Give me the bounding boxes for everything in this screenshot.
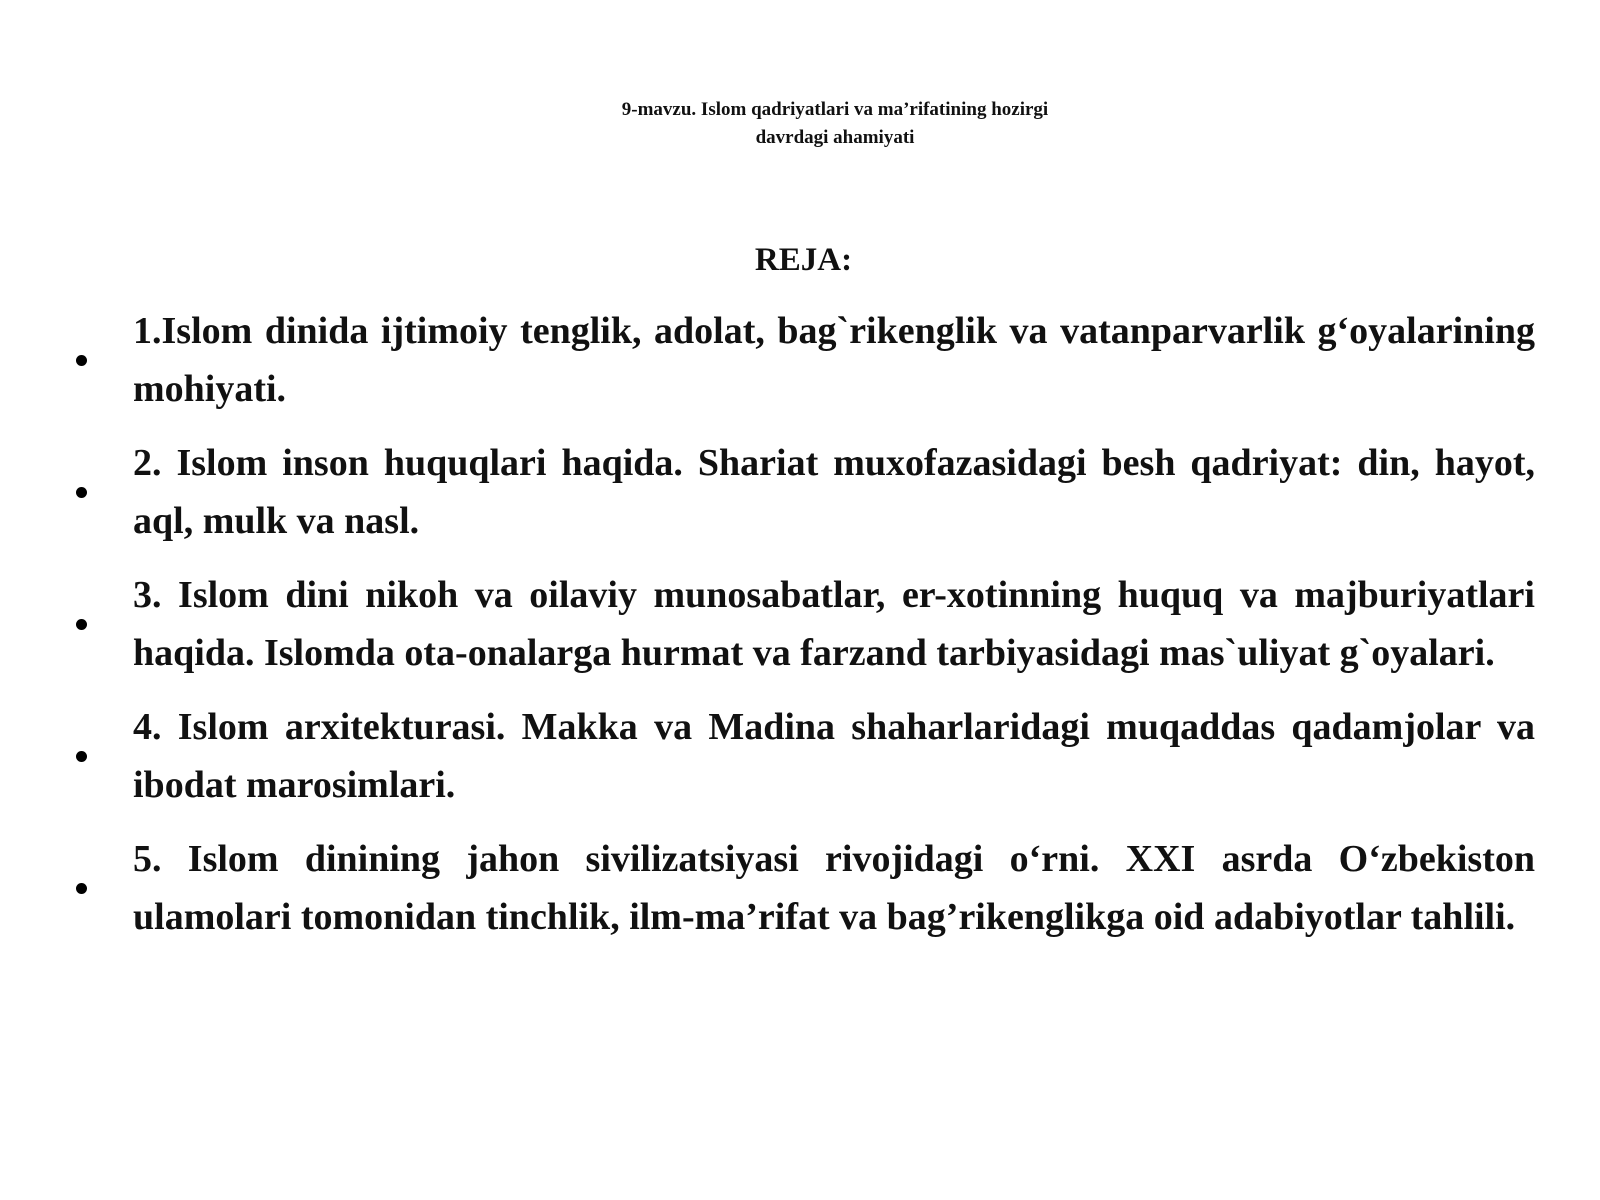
page-title-line-2: davrdagi ahamiyati <box>755 127 915 148</box>
bullet-icon <box>76 487 87 498</box>
plan-item-2 <box>133 434 1535 550</box>
bullet-icon <box>76 883 87 894</box>
bullet-icon <box>76 751 87 762</box>
plan-item-3 <box>133 566 1535 682</box>
plan-item-text: 1.Islom dinida ijtimoiy tenglik, adolat, bag`rikenglik va vatanparvarlik g‘oyalarining mohiyati. <box>133 310 1535 410</box>
plan-item-5 <box>133 830 1535 946</box>
page-title <box>0 96 1600 152</box>
bullet-icon <box>76 355 87 366</box>
bullet-icon <box>76 619 87 630</box>
plan-item-text: 5. Islom dinining jahon sivilizatsiyasi rivojidagi o‘rni. XXI asrda O‘zbekiston ulamolari tomonidan tinchlik, ilm-ma’rifat va bag’rikenglikga oid adabiyotlar tahlili. <box>133 838 1535 938</box>
plan-item-4 <box>133 698 1535 814</box>
plan-item-text: 3. Islom dini nikoh va oilaviy munosabatlar, er-xotinning huquq va majburiyatlari haqida. Islomda ota-onalarga hurmat va farzand tarbiyasidagi mas`uliyat g`oyalari. <box>133 574 1535 674</box>
plan-item-text: 2. Islom inson huquqlari haqida. Shariat muxofazasidagi besh qadriyat: din, hayot, aql, mulk va nasl. <box>133 442 1535 542</box>
plan-item-text: 4. Islom arxitekturasi. Makka va Madina shaharlaridagi muqaddas qadamjolar va ibodat marosimlari. <box>133 706 1535 806</box>
plan-list <box>133 302 1535 962</box>
plan-item-1 <box>133 302 1535 418</box>
plan-heading: REJA: <box>754 242 853 278</box>
page-title-line-1: 9-mavzu. Islom qadriyatlari va ma’rifatining hozirgi <box>621 99 1049 120</box>
